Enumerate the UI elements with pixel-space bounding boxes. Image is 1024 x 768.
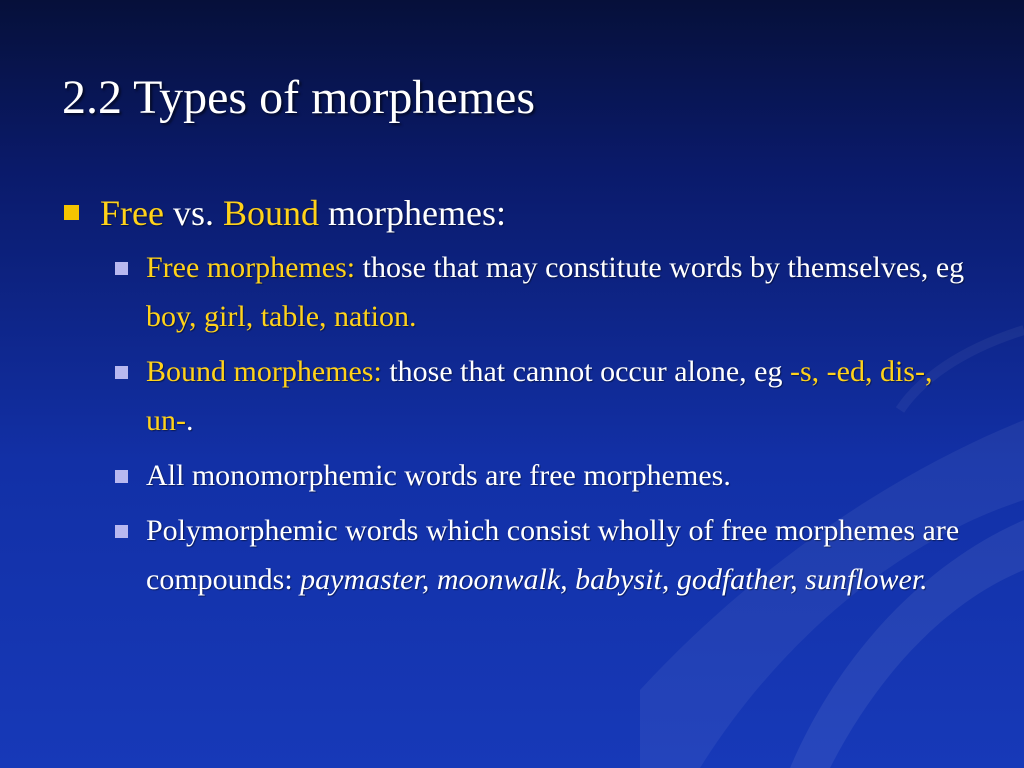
square-bullet-icon — [115, 470, 128, 483]
slide-body — [62, 187, 992, 604]
square-bullet-icon — [115, 366, 128, 379]
bound-morphemes-examples: -s, -ed, dis-, un- — [146, 355, 933, 437]
polymorphemic-text: Polymorphemic words which consist wholly of free morphemes are compounds: — [146, 514, 960, 596]
sub-bullet-free-morphemes — [146, 243, 976, 341]
square-bullet-icon — [115, 525, 128, 538]
sub-bullet-bound-morphemes — [146, 347, 976, 445]
free-term: Free — [100, 193, 164, 233]
free-morphemes-period: . — [409, 300, 417, 333]
square-bullet-icon — [64, 205, 79, 220]
free-morphemes-examples: boy, girl, table, nation — [146, 300, 409, 333]
bound-term: Bound — [222, 193, 319, 233]
square-bullet-icon — [115, 262, 128, 275]
monomorphemic-text: All monomorphemic words are free morphemes. — [146, 459, 731, 492]
morphemes-text: morphemes: — [319, 193, 506, 233]
sub-bullet-polymorphemic — [146, 506, 976, 604]
vs-text: vs. — [163, 193, 223, 233]
slide-title: 2.2 Types of morphemes — [62, 71, 536, 124]
bound-morphemes-period: . — [186, 404, 194, 437]
bound-morphemes-term: Bound morphemes: — [146, 355, 382, 388]
bound-morphemes-definition: those that cannot occur alone, eg — [381, 355, 790, 388]
free-morphemes-term: Free morphemes: — [146, 251, 356, 284]
sub-bullet-monomorphemic — [146, 451, 976, 500]
bullet-free-vs-bound — [62, 187, 992, 239]
free-morphemes-definition: those that may constitute words by themselves, eg — [355, 251, 965, 284]
compound-examples: paymaster, moonwalk, babysit, godfather, sunflower. — [300, 563, 928, 596]
